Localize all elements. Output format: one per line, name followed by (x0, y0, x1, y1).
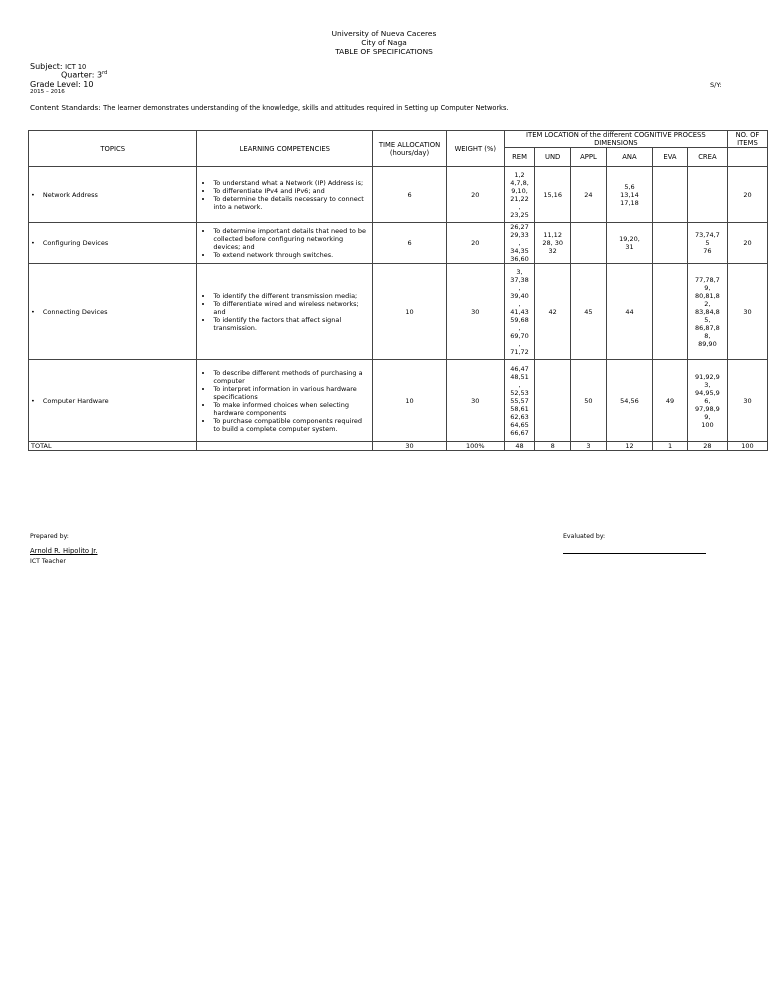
rem-cell: 46,47 48,51 , 52,53 55,57 58,61 62,63 64,65 66,67 (504, 360, 535, 442)
ana-cell: 19,20, 31 (606, 223, 652, 264)
content-standards (30, 103, 509, 112)
time-cell: 10 (373, 264, 447, 360)
crea-cell (687, 167, 727, 223)
competency-list (199, 369, 370, 433)
items-cell: 30 (727, 360, 767, 442)
competencies-cell (197, 223, 373, 264)
competency-item: • To identify the different transmission media; (213, 292, 370, 300)
competencies-cell (197, 360, 373, 442)
weight-cell: 30 (446, 264, 504, 360)
header-eva: EVA (653, 148, 688, 167)
topic-cell (29, 264, 197, 360)
city-name: City of Naga (361, 38, 407, 47)
rem-cell: 26,27 29,33 , 34,35 36,60 (504, 223, 535, 264)
bullet-icon: • (31, 239, 35, 247)
subject-label: Subject: (30, 62, 63, 71)
und-cell: 11,12 28, 30 32 (535, 223, 571, 264)
topic-name: Network Address (42, 190, 98, 199)
eva-cell (653, 264, 688, 360)
bullet-icon: • (31, 307, 35, 316)
specifications-table (28, 130, 768, 451)
header-topics: TOPICS (29, 131, 197, 167)
total-items-cell: 100 (727, 442, 767, 451)
total-ana-cell: 12 (606, 442, 652, 451)
crea-cell: 77,78,7 9, 80,81,8 2, 83,84,8 5, 86,87,8 8, 89,90 (687, 264, 727, 360)
evaluated-by-label: Evaluated by: (563, 533, 606, 540)
items-cell: 20 (727, 223, 767, 264)
total-rem-cell: 48 (504, 442, 535, 451)
competency-item: • To differentiate wired and wireless networks; and (213, 300, 370, 316)
topic-cell (29, 360, 197, 442)
bullet-icon: • (31, 190, 35, 199)
und-cell: 15,16 (535, 167, 571, 223)
sy-label: S/Y: (710, 81, 722, 89)
total-und-cell: 8 (535, 442, 571, 451)
standards-text: The learner demonstrates understanding of the knowledge, skills and attitudes required in Setting up Computer Networks. (103, 104, 509, 112)
header-und: UND (535, 148, 571, 167)
header-weight: WEIGHT (%) (446, 131, 504, 167)
competency-item: • To make informed choices when selecting hardware components (213, 401, 370, 417)
competency-item: • To differentiate IPv4 and IPv6; and (213, 187, 370, 195)
total-appl-cell: 3 (571, 442, 607, 451)
grade-line (30, 80, 93, 89)
weight-cell: 20 (446, 223, 504, 264)
bullet-icon: • (31, 396, 35, 405)
prepared-by-name: Arnold R. Hipolito Jr. (30, 547, 98, 555)
time-cell: 6 (373, 223, 447, 264)
competency-list (199, 292, 370, 332)
topic-cell (29, 223, 197, 264)
weight-cell: 30 (446, 360, 504, 442)
competency-item: • To purchase compatible components required to build a complete computer system. (213, 417, 370, 433)
quarter-label: Quarter: (61, 70, 95, 80)
competencies-cell (197, 167, 373, 223)
total-label-cell: TOTAL (29, 442, 197, 451)
header-crea: CREA (687, 148, 727, 167)
competency-item: • To extend network through switches. (213, 251, 370, 259)
quarter-suffix: rd (102, 70, 108, 76)
header-items-blank (727, 148, 767, 167)
crea-cell: 73,74,7 5 76 (687, 223, 727, 264)
header-ana: ANA (606, 148, 652, 167)
items-cell: 30 (727, 264, 767, 360)
competency-item: • To interpret information in various hardware specifications (213, 385, 370, 401)
time-cell: 6 (373, 167, 447, 223)
table-row (29, 360, 768, 442)
prepared-by-label: Prepared by: (30, 533, 69, 540)
ana-cell: 54,56 (606, 360, 652, 442)
competency-list (199, 179, 370, 211)
eva-cell (653, 167, 688, 223)
competency-item: • To identify the factors that affect signal transmission. (213, 316, 370, 332)
rem-cell: 3, 37,38 , 39,40 , 41,43 59,68 , 69,70 , 71,72 (504, 264, 535, 360)
appl-cell: 50 (571, 360, 607, 442)
time-cell: 10 (373, 360, 447, 442)
table-body (29, 167, 768, 451)
weight-cell: 20 (446, 167, 504, 223)
table-row (29, 223, 768, 264)
quarter-value: 3 (97, 70, 103, 80)
total-weight-cell: 100% (446, 442, 504, 451)
ana-cell: 5,6 13,14 17,18 (606, 167, 652, 223)
header-items: NO. OF ITEMS (727, 131, 767, 148)
und-cell (535, 360, 571, 442)
topic-name: Connecting Devices (42, 307, 108, 316)
standards-label: Content Standards: (30, 103, 101, 112)
topic-name: Configuring Devices (42, 239, 109, 247)
topic-cell (29, 167, 197, 223)
total-eva-cell: 1 (653, 442, 688, 451)
document-header (0, 29, 768, 56)
competencies-cell (197, 264, 373, 360)
competency-item: • To understand what a Network (IP) Address is; (213, 179, 370, 187)
competency-list (199, 227, 370, 259)
competency-item: • To describe different methods of purchasing a computer (213, 369, 370, 385)
competency-item: • To determine the details necessary to connect into a network. (213, 195, 370, 211)
header-item-location: ITEM LOCATION of the different COGNITIVE PROCESS DIMENSIONS (504, 131, 727, 148)
header-time: TIME ALLOCATION (hours/day) (373, 131, 447, 167)
competency-item: • To determine important details that need to be collected before configuring networking devices; and (213, 227, 370, 251)
table-row (29, 264, 768, 360)
appl-cell: 24 (571, 167, 607, 223)
header-competencies: LEARNING COMPETENCIES (197, 131, 373, 167)
signature-line (563, 553, 706, 554)
header-rem: REM (504, 148, 535, 167)
total-row (29, 442, 768, 451)
header-appl: APPL (571, 148, 607, 167)
quarter-line (61, 70, 107, 80)
appl-cell: 45 (571, 264, 607, 360)
grade-label: Grade Level: (30, 80, 81, 89)
total-time-cell: 30 (373, 442, 447, 451)
eva-cell: 49 (653, 360, 688, 442)
crea-cell: 91,92,9 3, 94,95,9 6, 97,98,9 9, 100 (687, 360, 727, 442)
prepared-by-role: ICT Teacher (30, 558, 66, 565)
grade-value: 10 (83, 80, 94, 89)
appl-cell (571, 223, 607, 264)
topic-name: Computer Hardware (42, 396, 109, 405)
ana-cell: 44 (606, 264, 652, 360)
subject-value: ICT 10 (65, 63, 87, 71)
total-crea-cell: 28 (687, 442, 727, 451)
university-name: University of Nueva Caceres (331, 29, 437, 38)
eva-cell (653, 223, 688, 264)
items-cell: 20 (727, 167, 767, 223)
school-year: 2015 – 2016 (30, 89, 65, 95)
table-row (29, 167, 768, 223)
total-competencies-cell (197, 442, 373, 451)
document-title: TABLE OF SPECIFICATIONS (335, 47, 433, 56)
und-cell: 42 (535, 264, 571, 360)
rem-cell: 1,2 4,7,8, 9,10, 21,22 , 23,25 (504, 167, 535, 223)
